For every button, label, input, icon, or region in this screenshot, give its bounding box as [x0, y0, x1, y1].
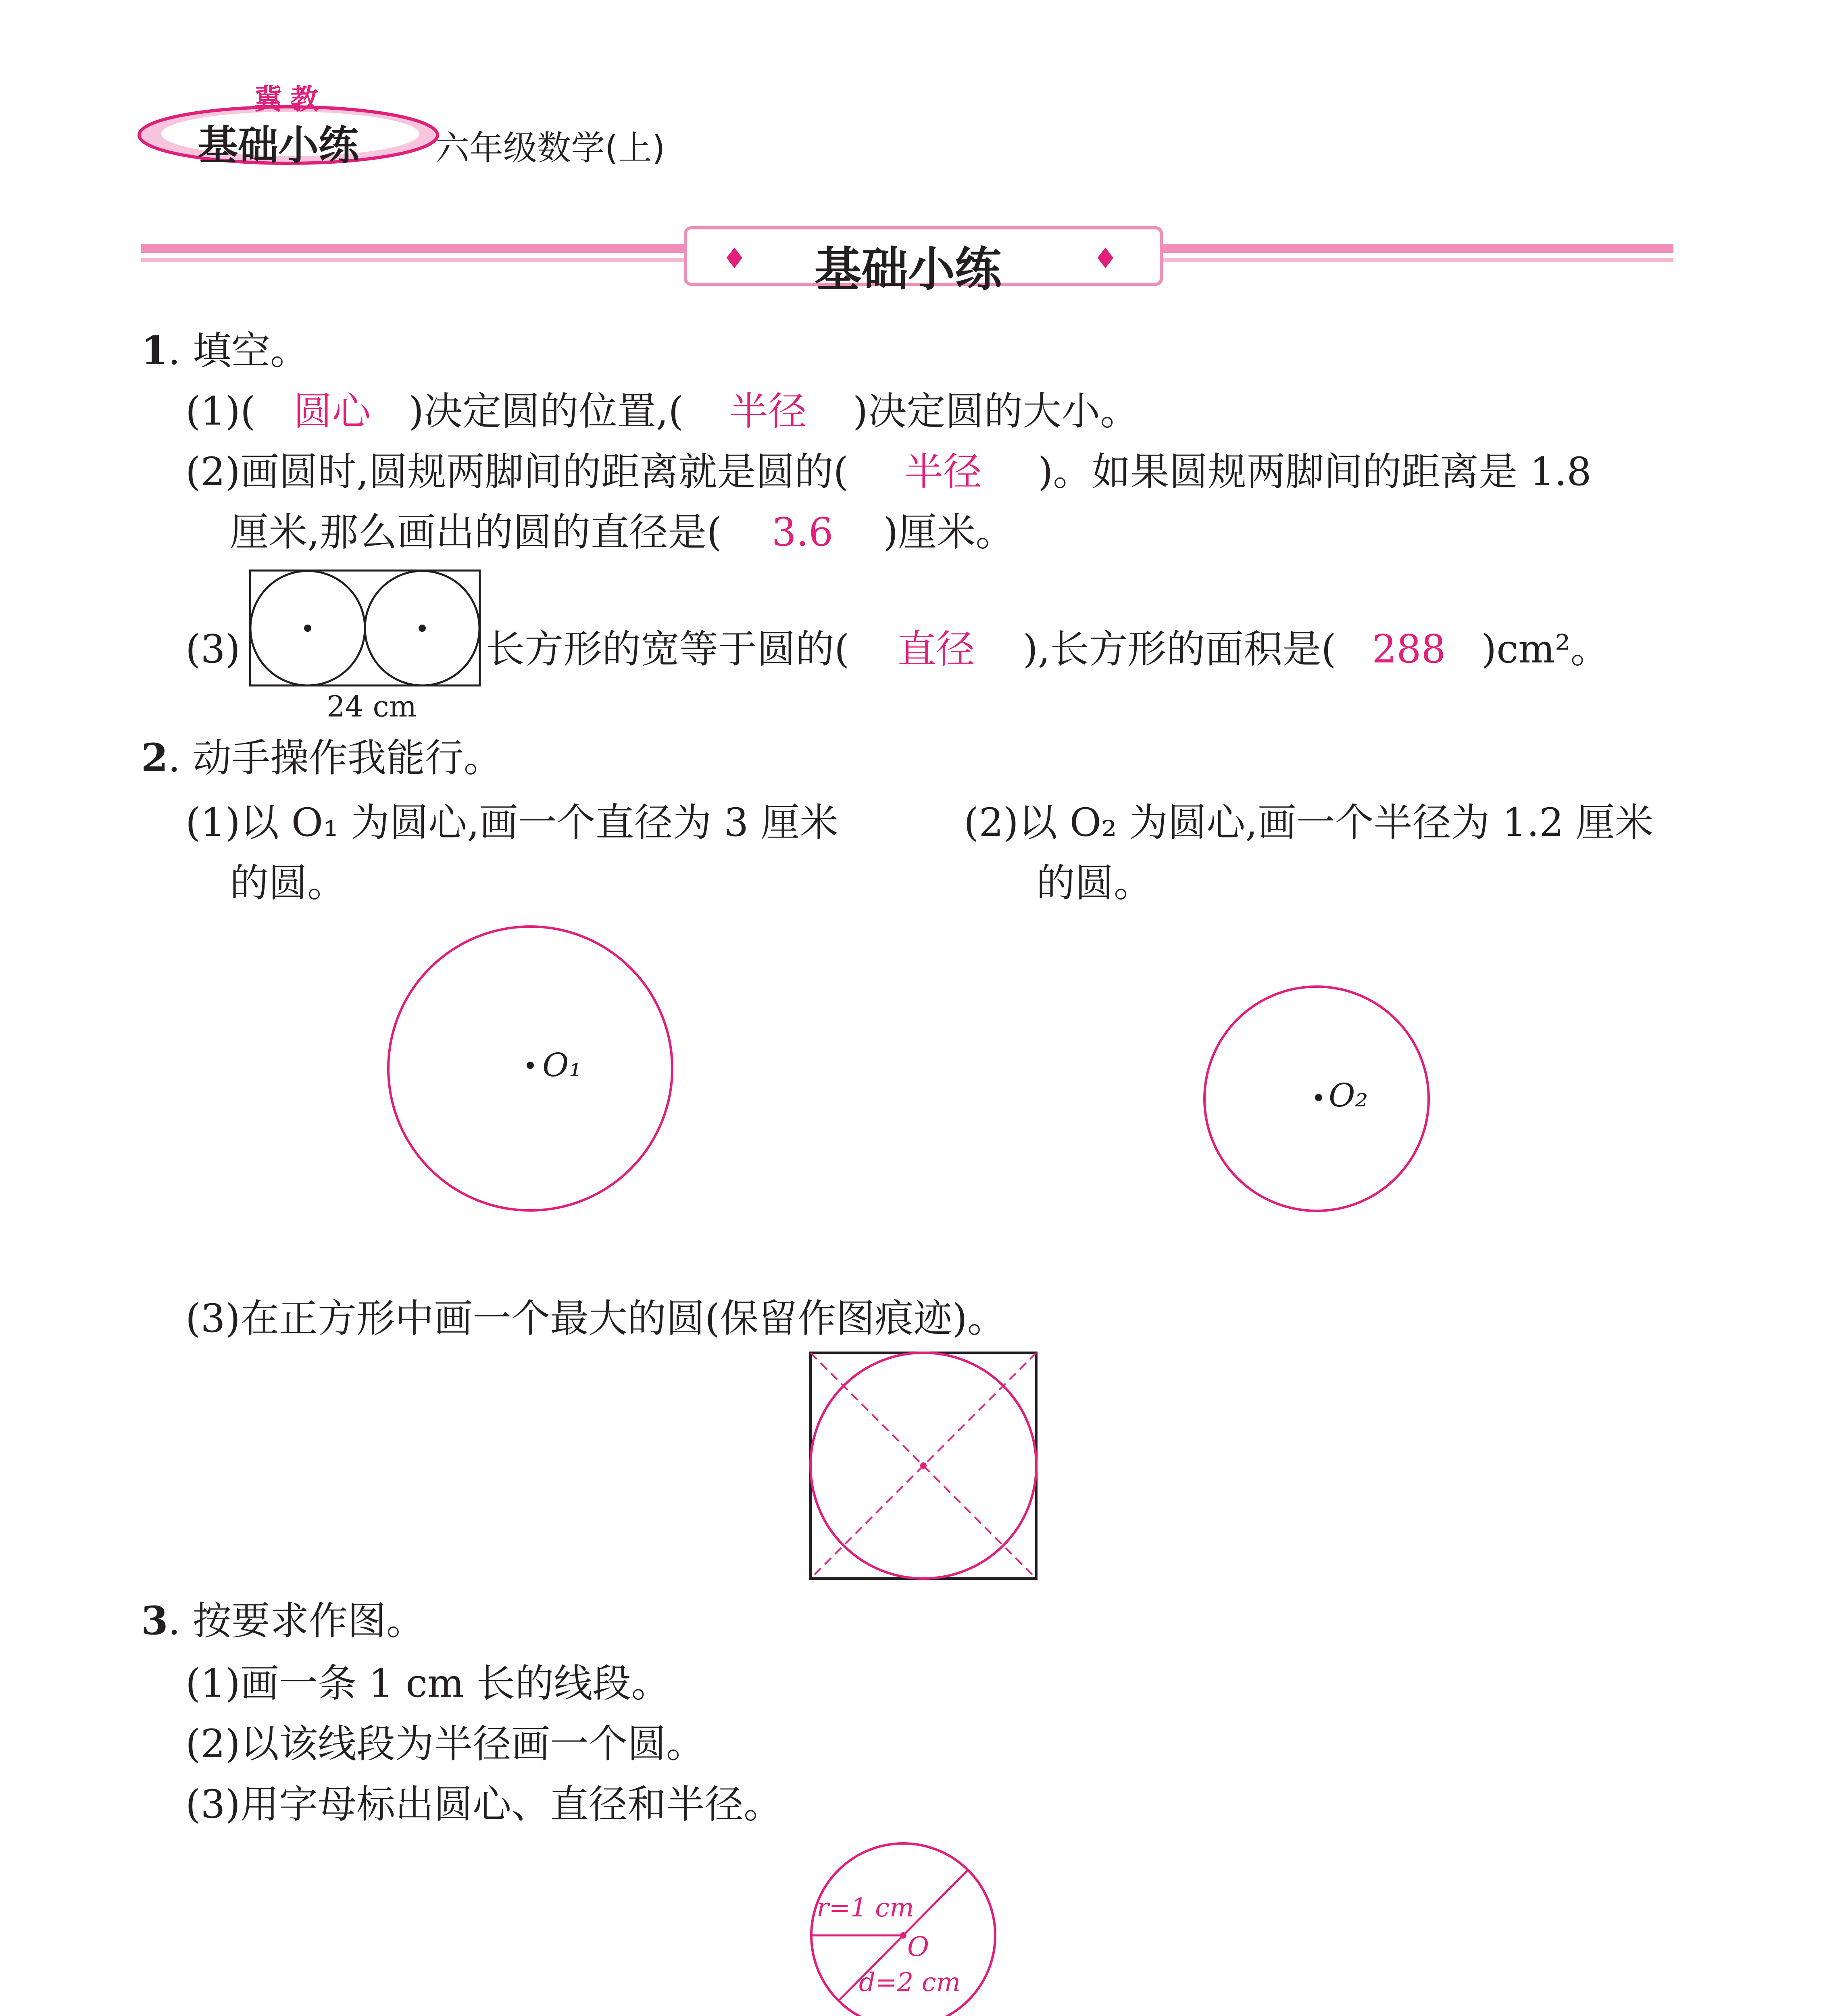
q2-p1-line1: (1)以 O₁ 为圆心,画一个直径为 3 厘米: [185, 800, 838, 845]
section-title: 基础小练: [815, 242, 1002, 297]
q3-p2: (2)以该线段为半径画一个圆。: [185, 1721, 705, 1766]
q1-title: 1. 填空。: [141, 328, 309, 373]
q2-number: 2: [141, 735, 168, 781]
q1-p3-text-b: ),长方形的面积是(: [1023, 627, 1336, 672]
q2-p2-line2: 的圆。: [1036, 860, 1152, 906]
q1-p2-line2a: 厘米,那么画出的圆的直径是(: [230, 510, 722, 555]
q3-title-text: 按要求作图。: [192, 1598, 425, 1643]
q1-p1-label: (1)(: [185, 389, 256, 434]
q2-title: 2. 动手操作我能行。: [141, 735, 502, 781]
q3-number: 3: [141, 1598, 168, 1643]
q1-p2-answer2[interactable]: 3.6: [771, 510, 833, 555]
q2-square-circle-figure: [808, 1351, 1038, 1581]
q1-p3-text-a: 长方形的宽等于圆的(: [486, 627, 850, 672]
q2-circle-o2: [1202, 984, 1431, 1214]
q3-title: 3. 按要求作图。: [141, 1598, 425, 1643]
q1-p1-mid: )决定圆的位置,(: [408, 389, 683, 434]
q3-p3: (3)用字母标出圆心、直径和半径。: [185, 1782, 782, 1827]
q1-p3-answer2[interactable]: 288: [1372, 627, 1446, 672]
q1-p1-answer1[interactable]: 圆心: [293, 389, 371, 434]
q1-p3-label: (3): [185, 627, 240, 672]
header-series-top: 冀教: [254, 83, 327, 116]
diamond-left-icon: ♦: [722, 242, 747, 275]
q1-p1-answer2[interactable]: 半径: [729, 389, 807, 434]
q2-o2-label: O₂: [1329, 1077, 1368, 1114]
q1-p2-mid: )。如果圆规两脚间的距离是 1.8: [1038, 449, 1592, 494]
q3-radius-label: r=1 cm: [817, 1893, 914, 1923]
q1-part1: [185, 387, 1139, 435]
q1-p3-answer1[interactable]: 直径: [897, 627, 975, 672]
q1-part3-text: [486, 625, 1609, 673]
q1-part2-line2: [230, 508, 1014, 556]
header-grade-subject: 六年级数学(上): [435, 128, 665, 168]
q1-p2-label: (2)画圆时,圆规两脚间的距离就是圆的(: [185, 449, 848, 494]
q1-figure-label: 24 cm: [327, 689, 417, 723]
q3-center-label: O: [907, 1931, 929, 1962]
q1-p3-text-c: )cm²。: [1481, 627, 1609, 672]
q1-p1-end: )决定圆的大小。: [852, 389, 1139, 434]
q1-p2-answer1[interactable]: 半径: [904, 449, 982, 494]
q2-p1-line2: 的圆。: [230, 860, 346, 906]
q2-o1-label: O₁: [542, 1046, 582, 1084]
q2-p3-text: (3)在正方形中画一个最大的圆(保留作图痕迹)。: [185, 1296, 1006, 1341]
q2-title-text: 动手操作我能行。: [192, 735, 502, 781]
q1-p2-line2b: )厘米。: [883, 510, 1015, 555]
q2-p2-line1: (2)以 O₂ 为圆心,画一个半径为 1.2 厘米: [964, 800, 1654, 845]
q2-circle-o1: [385, 923, 675, 1214]
header-series-name: 基础小练: [198, 122, 359, 169]
q1-title-text: 填空。: [192, 328, 309, 373]
diamond-right-icon: ♦: [1093, 242, 1118, 275]
q3-diameter-label: d=2 cm: [859, 1968, 961, 1997]
q1-part2-line1: [185, 448, 1592, 496]
q3-p1: (1)画一条 1 cm 长的线段。: [185, 1661, 670, 1706]
q1-number: 1: [141, 328, 168, 373]
